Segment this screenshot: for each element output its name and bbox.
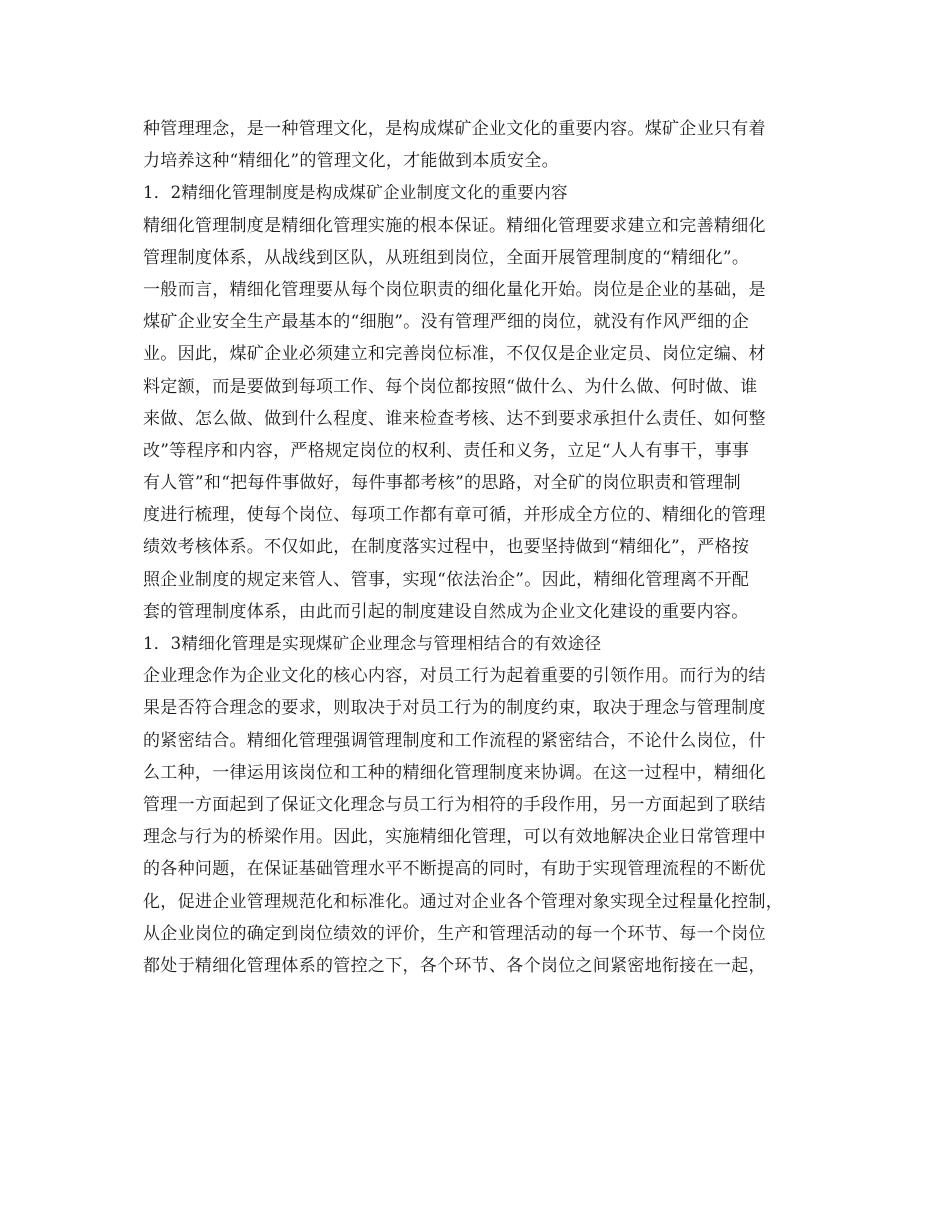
paragraph-line: 企业理念作为企业文化的核心内容，对员工行为起着重要的引领作用。而行为的结	[143, 666, 766, 687]
document-body	[143, 113, 833, 982]
paragraph-line: 煤矿企业安全生产最基本的“细胞”。没有管理严细的岗位，就没有作风严细的企	[143, 312, 750, 333]
paragraph-line: 种管理理念，是一种管理文化，是构成煤矿企业文化的重要内容。煤矿企业只有着	[143, 119, 766, 139]
paragraph-line: 绩效考核体系。不仅如此，在制度落实过程中，也要坚持做到“精细化”，严格按	[143, 537, 750, 558]
paragraph-line: 照企业制度的规定来管人、管事，实现“依法治企”。因此，精细化管理离不开配	[143, 569, 750, 590]
paragraph-line: 套的管理制度体系，由此而引起的制度建设自然成为企业文化建设的重要内容。	[143, 601, 749, 622]
section-heading-1-3: 1．3精细化管理是实现煤矿企业理念与管理相结合的有效途径	[143, 634, 602, 653]
paragraph-line: 管理制度体系，从战线到区队，从班组到岗位，全面开展管理制度的“精细化”。	[143, 247, 750, 268]
paragraph-line: 业。因此，煤矿企业必须建立和完善岗位标准，不仅仅是企业定员、岗位定编、材	[143, 344, 766, 365]
paragraph-line: 管理一方面起到了保证文化理念与员工行为相符的手段作用，另一方面起到了联结	[143, 794, 766, 815]
paragraph-line: 化，促进企业管理规范化和标准化。通过对企业各个管理对象实现全过程量化控制，	[143, 891, 784, 912]
paragraph-line: 改”等程序和内容，严格规定岗位的权利、责任和义务，立足“人人有事干，事事	[143, 440, 750, 461]
paragraph-line: 料定额，而是要做到每项工作、每个岗位都按照“做什么、为什么做、何时做、谁	[143, 376, 758, 397]
paragraph-line: 果是否符合理念的要求，则取决于对员工行为的制度约束，取决于理念与管理制度	[143, 698, 766, 719]
paragraph-line: 的紧密结合。精细化管理强调管理制度和工作流程的紧密结合，不论什么岗位，什	[143, 730, 766, 751]
paragraph-line: 来做、怎么做、做到什么程度、谁来检查考核、达不到要求承担什么责任、如何整	[143, 408, 766, 429]
paragraph-line: 精细化管理制度是精细化管理实施的根本保证。精细化管理要求建立和完善精细化	[143, 215, 766, 236]
paragraph-line: 有人管”和“把每件事做好，每件事都考核”的思路，对全矿的岗位职责和管理制	[143, 473, 741, 494]
paragraph-line: 都处于精细化管理体系的管控之下，各个环节、各个岗位之间紧密地衔接在一起，	[143, 955, 766, 976]
paragraph-line: 理念与行为的桥梁作用。因此，实施精细化管理，可以有效地解决企业日常管理中	[143, 827, 766, 848]
paragraph-line: 度进行梳理，使每个岗位、每项工作都有章可循，并形成全方位的、精细化的管理	[143, 505, 766, 526]
paragraph-line: 的各种问题，在保证基础管理水平不断提高的同时，有助于实现管理流程的不断优	[143, 859, 766, 880]
paragraph-line: 么工种，一律运用该岗位和工种的精细化管理制度来协调。在这一过程中，精细化	[143, 762, 766, 783]
section-heading-1-2: 1．2精细化管理制度是构成煤矿企业制度文化的重要内容	[143, 183, 568, 203]
paragraph-line: 力培养这种“精细化”的管理文化，才能做到本质安全。	[143, 151, 559, 172]
paragraph-line: 一般而言，精细化管理要从每个岗位职责的细化量化开始。岗位是企业的基础，是	[143, 279, 766, 300]
paragraph-line: 从企业岗位的确定到岗位绩效的评价，生产和管理活动的每一个环节、每一个岗位	[143, 923, 766, 944]
